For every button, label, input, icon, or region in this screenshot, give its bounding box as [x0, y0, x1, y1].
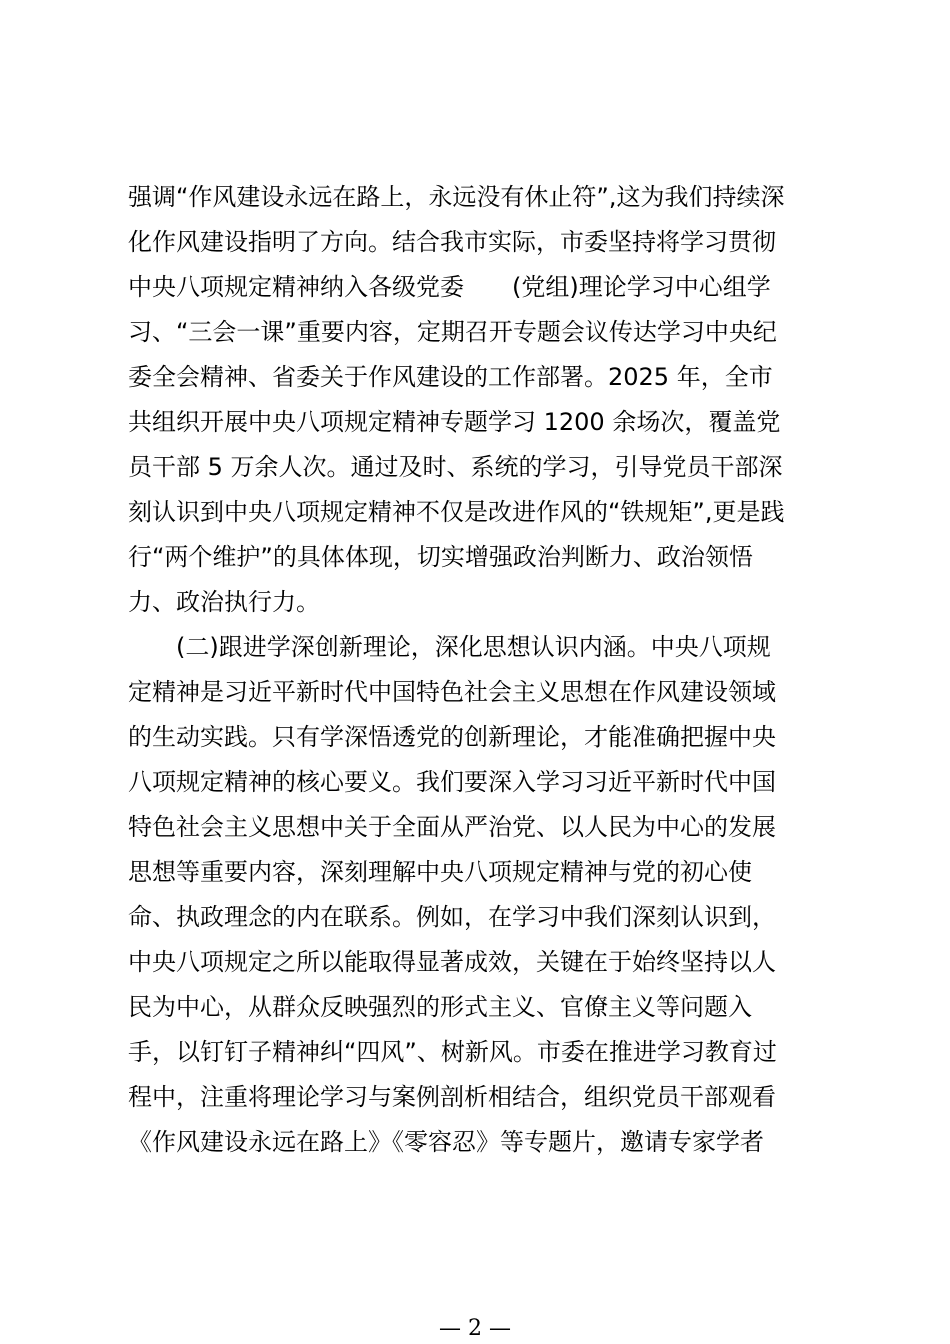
- text-line: 程中，注重将理论学习与案例剖析相结合，组织党员干部观看: [128, 1083, 776, 1111]
- text-line: 中央八项规定之所以能取得显著成效，关键在于始终坚持以人: [128, 948, 776, 976]
- body-text: [128, 175, 828, 1165]
- text-line: 民为中心，从群众反映强烈的形式主义、官僚主义等问题入: [128, 993, 752, 1021]
- text-line: 手，以钉钉子精神纠“四风”、树新风。市委在推进学习教育过: [128, 1038, 777, 1066]
- text-line: 命、执政理念的内在联系。例如，在学习中我们深刻认识到，: [128, 903, 776, 931]
- text-line: 思想等重要内容，深刻理解中央八项规定精神与党的初心使: [128, 858, 752, 886]
- text-line: 力、政治执行力。: [128, 588, 320, 616]
- section-heading-line: (二)跟进学深创新理论，深化思想认识内涵。中央八项规: [176, 633, 771, 661]
- text-line: 共组织开展中央八项规定精神专题学习 1200 余场次，覆盖党: [128, 408, 781, 436]
- text-line: 中央八项规定精神纳入各级党委 (党组)理论学习中心组学: [128, 273, 771, 301]
- text-line: 的生动实践。只有学深悟透党的创新理论，才能准确把握中央: [128, 723, 776, 751]
- text-line: 《作风建设永远在路上》《零容忍》等专题片，邀请专家学者: [128, 1128, 764, 1156]
- text-line: 刻认识到中央八项规定精神不仅是改进作风的“铁规矩”,更是践: [128, 498, 785, 526]
- text-line: 委全会精神、省委关于作风建设的工作部署。2025 年，全市: [128, 363, 773, 391]
- text-line: 习、“三会一课”重要内容，定期召开专题会议传达学习中央纪: [128, 318, 777, 346]
- text-line: 特色社会主义思想中关于全面从严治党、以人民为中心的发展: [128, 813, 776, 841]
- text-line: 化作风建设指明了方向。结合我市实际，市委坚持将学习贯彻: [128, 228, 776, 256]
- text-line: 八项规定精神的核心要义。我们要深入学习习近平新时代中国: [128, 768, 776, 796]
- text-line: 行“两个维护”的具体体现，切实增强政治判断力、政治领悟: [128, 543, 753, 571]
- text-line: 强调“作风建设永远在路上，永远没有休止符”,这为我们持续深: [128, 183, 785, 211]
- text-line: 员干部 5 万余人次。通过及时、系统的学习，引导党员干部深: [128, 453, 783, 481]
- page-number: — 2 —: [439, 1316, 511, 1341]
- text-line: 定精神是习近平新时代中国特色社会主义思想在作风建设领域: [128, 678, 776, 706]
